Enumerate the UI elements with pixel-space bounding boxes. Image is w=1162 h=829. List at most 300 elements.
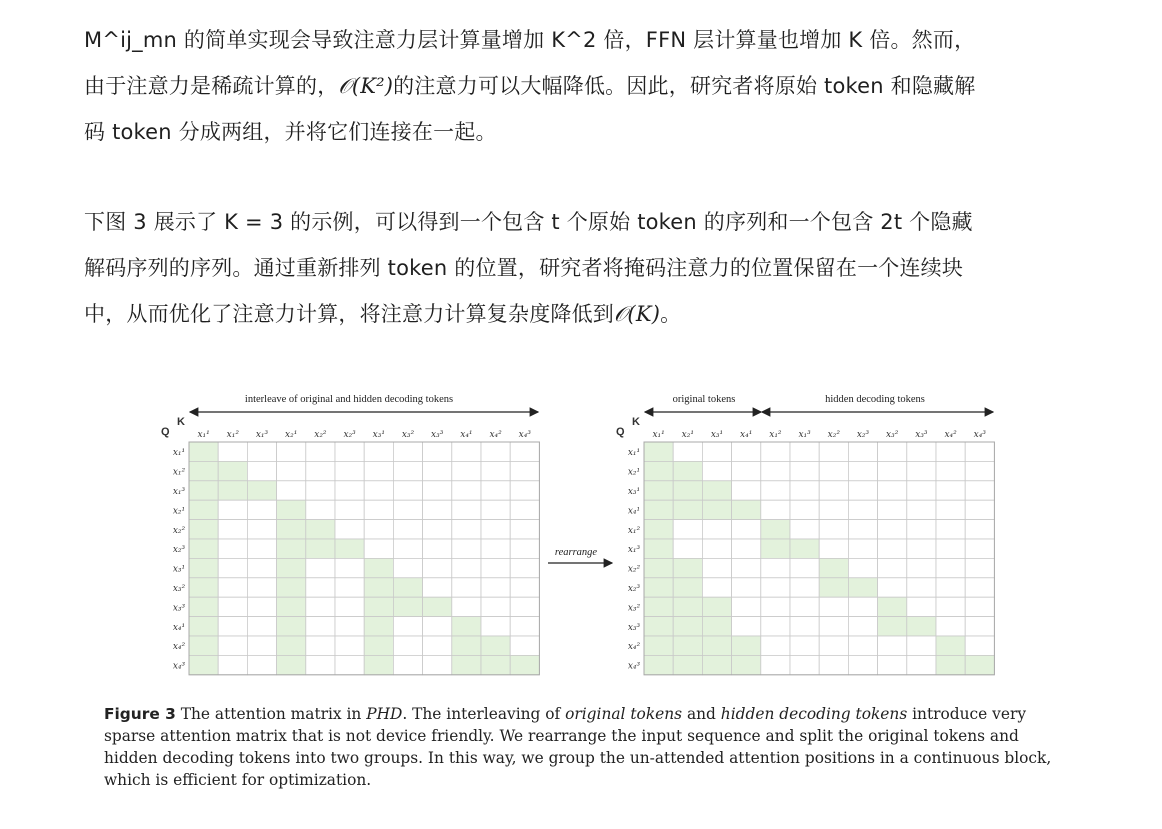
right-matrix-key-token-label: x₂³ bbox=[856, 430, 870, 440]
right-matrix-cell bbox=[965, 578, 994, 597]
right-matrix-cell bbox=[644, 617, 673, 636]
right-matrix-cell bbox=[644, 481, 673, 500]
hidden-tokens-title: hidden decoding tokens bbox=[825, 394, 925, 405]
left-matrix-cell bbox=[423, 461, 452, 480]
left-matrix-cell bbox=[189, 520, 218, 539]
right-matrix-cell bbox=[907, 597, 936, 616]
left-matrix-key-token-label: x₁³ bbox=[255, 430, 269, 440]
right-matrix-cell bbox=[790, 558, 819, 577]
left-matrix-cell bbox=[218, 520, 247, 539]
left-matrix-cell bbox=[277, 558, 306, 577]
left-matrix-cell bbox=[423, 558, 452, 577]
right-matrix-key-token-label: x₃³ bbox=[915, 430, 928, 440]
right-matrix-cell bbox=[936, 500, 965, 519]
right-matrix-cell bbox=[790, 597, 819, 616]
left-matrix-key-token-label: x₂¹ bbox=[285, 430, 298, 440]
left-matrix-cell bbox=[423, 539, 452, 558]
left-matrix-query-token-label: x₃¹ bbox=[172, 564, 186, 575]
right-matrix-cell bbox=[790, 655, 819, 674]
right-matrix-cell bbox=[761, 578, 790, 597]
left-matrix-cell bbox=[452, 539, 481, 558]
left-matrix-cell bbox=[393, 539, 422, 558]
left-matrix-query-token-label: x₂³ bbox=[172, 545, 186, 556]
left-matrix-cell bbox=[218, 597, 247, 616]
right-matrix-key-token-label: x₄¹ bbox=[740, 430, 753, 440]
right-matrix-cell bbox=[673, 636, 702, 655]
right-matrix-cell bbox=[644, 597, 673, 616]
right-matrix-cell bbox=[644, 539, 673, 558]
left-matrix-cell bbox=[510, 617, 539, 636]
right-matrix-cell bbox=[761, 636, 790, 655]
right-matrix-cell bbox=[702, 481, 731, 500]
caption-phd: PHD bbox=[366, 705, 403, 723]
right-matrix-key-token-label: x₁² bbox=[769, 430, 782, 440]
attention-matrix-figure bbox=[150, 385, 1010, 685]
right-matrix-cell bbox=[644, 442, 673, 461]
left-matrix-query-token-label: x₄¹ bbox=[172, 622, 186, 633]
right-matrix-cell bbox=[848, 655, 877, 674]
left-matrix-cell bbox=[277, 597, 306, 616]
right-matrix-cell bbox=[644, 461, 673, 480]
right-matrix-k-label: K bbox=[632, 416, 640, 428]
right-matrix-cell bbox=[936, 636, 965, 655]
left-matrix-cell bbox=[247, 539, 276, 558]
left-matrix-cell bbox=[247, 442, 276, 461]
right-matrix-cell bbox=[702, 655, 731, 674]
right-matrix-cell bbox=[907, 578, 936, 597]
left-matrix-cell bbox=[277, 636, 306, 655]
right-matrix-cell bbox=[907, 558, 936, 577]
right-matrix-cell bbox=[732, 655, 761, 674]
right-matrix-cell bbox=[732, 558, 761, 577]
right-matrix-cell bbox=[732, 520, 761, 539]
right-matrix-cell bbox=[848, 461, 877, 480]
left-matrix-query-token-label: x₁¹ bbox=[172, 448, 186, 459]
left-matrix-cell bbox=[335, 617, 364, 636]
right-matrix-cell bbox=[790, 520, 819, 539]
left-matrix-cell bbox=[306, 481, 335, 500]
left-matrix-cell bbox=[452, 617, 481, 636]
left-matrix-cell bbox=[393, 597, 422, 616]
right-matrix-cell bbox=[644, 578, 673, 597]
left-matrix-cell bbox=[510, 539, 539, 558]
right-matrix-key-token-label: x₃¹ bbox=[710, 430, 724, 440]
left-matrix-cell bbox=[510, 520, 539, 539]
left-matrix-cell bbox=[423, 500, 452, 519]
left-matrix-cell bbox=[306, 558, 335, 577]
right-matrix-query-token-label: x₁² bbox=[627, 525, 641, 536]
right-matrix-cell bbox=[878, 636, 907, 655]
left-matrix-cell bbox=[481, 442, 510, 461]
left-matrix-cell bbox=[510, 461, 539, 480]
paragraph-2-line-3 bbox=[84, 291, 1084, 337]
paragraph-2-line-2: 解码序列的序列。通过重新排列 token 的位置，研究者将掩码注意力的位置保留在一个连续块 bbox=[84, 256, 964, 280]
left-matrix-cell bbox=[452, 520, 481, 539]
left-matrix-cell bbox=[364, 500, 393, 519]
right-matrix-cell bbox=[819, 461, 848, 480]
left-matrix-cell bbox=[393, 636, 422, 655]
left-matrix-cell bbox=[510, 442, 539, 461]
left-matrix-query-token-label: x₂² bbox=[172, 525, 186, 536]
left-matrix-cell bbox=[247, 655, 276, 674]
left-matrix-cell bbox=[218, 655, 247, 674]
right-matrix-cell bbox=[878, 578, 907, 597]
left-matrix-cell bbox=[277, 500, 306, 519]
left-matrix-cell bbox=[247, 597, 276, 616]
left-matrix-cell bbox=[277, 461, 306, 480]
right-matrix-query-token-label: x₁¹ bbox=[627, 448, 641, 459]
right-matrix-cell bbox=[819, 481, 848, 500]
right-matrix-query-token-label: x₂² bbox=[627, 564, 641, 575]
left-matrix-q-label: Q bbox=[161, 426, 170, 438]
left-matrix-cell bbox=[393, 481, 422, 500]
right-matrix-cell bbox=[965, 597, 994, 616]
right-matrix-cell bbox=[819, 442, 848, 461]
left-matrix-cell bbox=[335, 461, 364, 480]
right-matrix-cell bbox=[790, 461, 819, 480]
right-matrix-query-token-label: x₄¹ bbox=[627, 506, 641, 517]
left-matrix-cell bbox=[364, 578, 393, 597]
left-matrix-cell bbox=[510, 500, 539, 519]
right-matrix-cell bbox=[965, 617, 994, 636]
right-matrix-cell bbox=[907, 500, 936, 519]
right-matrix-cell bbox=[644, 500, 673, 519]
left-matrix-cell bbox=[452, 558, 481, 577]
paragraph-1-line-2-end: 的注意力可以大幅降低。因此，研究者将原始 token 和隐藏解 bbox=[393, 74, 976, 98]
left-matrix-cell bbox=[364, 539, 393, 558]
right-matrix-cell bbox=[761, 461, 790, 480]
right-matrix-query-token-label: x₂³ bbox=[627, 584, 641, 594]
left-matrix-cell bbox=[218, 481, 247, 500]
right-matrix-cell bbox=[936, 461, 965, 480]
left-matrix-cell bbox=[335, 481, 364, 500]
right-matrix-cell bbox=[673, 442, 702, 461]
right-matrix-cell bbox=[673, 597, 702, 616]
right-matrix-cell bbox=[673, 539, 702, 558]
left-matrix-cell bbox=[277, 481, 306, 500]
right-matrix-query-token-label: x₁³ bbox=[627, 545, 641, 556]
left-matrix-cell bbox=[335, 655, 364, 674]
right-matrix-cell bbox=[673, 520, 702, 539]
paragraph-2-line-3-start: 中，从而优化了注意力计算，将注意力计算复杂度降低到 bbox=[84, 302, 614, 326]
left-matrix-cell bbox=[364, 442, 393, 461]
paragraph-2-line-1: 下图 3 展示了 K = 3 的示例，可以得到一个包含 t 个原始 token 的序列和一个包含 2t 个隐藏 bbox=[84, 210, 973, 234]
right-matrix-cell bbox=[673, 461, 702, 480]
left-matrix-k-label: K bbox=[177, 416, 185, 428]
right-matrix-cell bbox=[848, 617, 877, 636]
left-matrix-cell bbox=[481, 578, 510, 597]
right-matrix-query-token-label: x₄³ bbox=[627, 661, 641, 672]
left-matrix-cell bbox=[423, 442, 452, 461]
right-matrix-key-token-label: x₄³ bbox=[973, 430, 986, 440]
right-matrix-cell bbox=[761, 539, 790, 558]
left-matrix-cell bbox=[247, 636, 276, 655]
right-matrix-key-token-label: x₃² bbox=[886, 430, 899, 440]
paragraph-1-line-2-start: 由于注意力是稀疏计算的， bbox=[84, 74, 339, 98]
left-matrix-cell bbox=[510, 636, 539, 655]
right-matrix-query-token-label: x₄² bbox=[627, 642, 641, 653]
right-matrix-cell bbox=[790, 442, 819, 461]
left-matrix-cell bbox=[306, 636, 335, 655]
original-tokens-title: original tokens bbox=[672, 394, 736, 405]
right-matrix-cell bbox=[644, 655, 673, 674]
right-matrix-cell bbox=[702, 636, 731, 655]
right-matrix-cell bbox=[761, 442, 790, 461]
right-matrix-cell bbox=[907, 539, 936, 558]
right-matrix-cell bbox=[673, 655, 702, 674]
left-matrix-cell bbox=[189, 617, 218, 636]
left-matrix-cell bbox=[335, 558, 364, 577]
left-matrix-key-token-label: x₃² bbox=[401, 430, 415, 440]
rearranged-attention-matrix bbox=[616, 416, 994, 675]
right-matrix-cell bbox=[907, 655, 936, 674]
right-matrix-cell bbox=[819, 500, 848, 519]
caption-text-3: and bbox=[682, 705, 721, 723]
right-matrix-cell bbox=[644, 520, 673, 539]
left-matrix-cell bbox=[364, 461, 393, 480]
right-matrix-cell bbox=[819, 539, 848, 558]
right-matrix-cell bbox=[761, 597, 790, 616]
right-matrix-cell bbox=[732, 500, 761, 519]
left-matrix-cell bbox=[452, 655, 481, 674]
left-matrix-cell bbox=[364, 481, 393, 500]
right-matrix-key-token-label: x₁¹ bbox=[652, 430, 665, 440]
paragraph-2-line-3-end: 。 bbox=[660, 302, 682, 326]
left-matrix-cell bbox=[393, 558, 422, 577]
right-matrix-cell bbox=[732, 636, 761, 655]
interleaved-attention-matrix bbox=[161, 416, 539, 675]
rearrange-label: rearrange bbox=[554, 547, 598, 558]
left-matrix-cell bbox=[189, 461, 218, 480]
left-matrix-cell bbox=[247, 558, 276, 577]
right-matrix-cell bbox=[965, 500, 994, 519]
figure-label: Figure 3 bbox=[104, 705, 176, 723]
left-matrix-cell bbox=[481, 597, 510, 616]
left-matrix-cell bbox=[393, 500, 422, 519]
right-matrix-cell bbox=[702, 500, 731, 519]
right-matrix-cell bbox=[819, 578, 848, 597]
right-matrix-cell bbox=[848, 539, 877, 558]
left-matrix-cell bbox=[306, 539, 335, 558]
right-matrix-cell bbox=[819, 597, 848, 616]
right-matrix-key-token-label: x₄² bbox=[944, 430, 957, 440]
caption-text-2: . The interleaving of bbox=[402, 705, 566, 723]
right-matrix-cell bbox=[819, 655, 848, 674]
right-matrix-cell bbox=[907, 481, 936, 500]
left-matrix-cell bbox=[481, 461, 510, 480]
right-matrix-key-token-label: x₁³ bbox=[798, 430, 811, 440]
right-matrix-query-token-label: x₃² bbox=[627, 603, 641, 614]
left-matrix-cell bbox=[247, 520, 276, 539]
left-matrix-query-token-label: x₃² bbox=[172, 584, 186, 594]
right-matrix-cell bbox=[878, 500, 907, 519]
left-matrix-cell bbox=[364, 636, 393, 655]
right-matrix-cell bbox=[848, 636, 877, 655]
left-matrix-cell bbox=[393, 520, 422, 539]
right-matrix-cell bbox=[732, 578, 761, 597]
right-matrix-cell bbox=[907, 461, 936, 480]
left-matrix-cell bbox=[510, 655, 539, 674]
right-matrix-cell bbox=[761, 655, 790, 674]
left-matrix-key-token-label: x₃³ bbox=[431, 430, 444, 440]
paragraph-2 bbox=[84, 199, 1084, 337]
left-matrix-key-token-label: x₁² bbox=[226, 430, 239, 440]
left-matrix-key-token-label: x₄¹ bbox=[460, 430, 473, 440]
left-matrix-cell bbox=[510, 481, 539, 500]
right-matrix-cell bbox=[790, 617, 819, 636]
left-matrix-cell bbox=[510, 597, 539, 616]
left-matrix-cell bbox=[423, 636, 452, 655]
right-matrix-cell bbox=[965, 442, 994, 461]
left-matrix-cell bbox=[189, 442, 218, 461]
left-matrix-key-token-label: x₃¹ bbox=[372, 430, 385, 440]
right-matrix-cell bbox=[732, 617, 761, 636]
right-matrix-cell bbox=[936, 617, 965, 636]
left-matrix-query-token-label: x₃³ bbox=[172, 603, 186, 614]
left-matrix-cell bbox=[423, 578, 452, 597]
left-matrix-cell bbox=[247, 461, 276, 480]
left-matrix-cell bbox=[452, 461, 481, 480]
left-matrix-cell bbox=[335, 442, 364, 461]
left-matrix-cell bbox=[481, 481, 510, 500]
left-matrix-cell bbox=[218, 539, 247, 558]
left-matrix-cell bbox=[393, 442, 422, 461]
right-matrix-cell bbox=[848, 500, 877, 519]
left-matrix-query-token-label: x₁³ bbox=[172, 487, 186, 497]
right-matrix-cell bbox=[732, 539, 761, 558]
left-matrix-cell bbox=[306, 617, 335, 636]
right-matrix-cell bbox=[732, 461, 761, 480]
right-matrix-cell bbox=[732, 481, 761, 500]
right-matrix-cell bbox=[790, 539, 819, 558]
figure-caption bbox=[104, 703, 1064, 791]
left-matrix-cell bbox=[510, 558, 539, 577]
left-matrix-cell bbox=[306, 461, 335, 480]
right-matrix-cell bbox=[907, 636, 936, 655]
left-matrix-cell bbox=[218, 442, 247, 461]
left-matrix-cell bbox=[247, 617, 276, 636]
caption-text-1: The attention matrix in bbox=[175, 705, 367, 723]
paragraph-1-line-2 bbox=[84, 63, 1084, 109]
left-matrix-cell bbox=[306, 655, 335, 674]
right-matrix-cell bbox=[673, 617, 702, 636]
left-matrix-cell bbox=[189, 636, 218, 655]
left-matrix-cell bbox=[189, 597, 218, 616]
left-matrix-cell bbox=[189, 655, 218, 674]
left-matrix-cell bbox=[452, 442, 481, 461]
right-matrix-cell bbox=[761, 500, 790, 519]
left-matrix-key-token-label: x₁¹ bbox=[197, 430, 210, 440]
right-matrix-cell bbox=[702, 539, 731, 558]
paragraph-1-line-1: M^ij_mn 的简单实现会导致注意力层计算量增加 K^2 倍，FFN 层计算量也增加 K 倍。然而， bbox=[84, 28, 976, 52]
right-matrix-cell bbox=[702, 442, 731, 461]
right-matrix-cell bbox=[848, 558, 877, 577]
left-matrix-query-token-label: x₄² bbox=[172, 642, 186, 653]
right-matrix-cell bbox=[878, 539, 907, 558]
left-matrix-cell bbox=[393, 461, 422, 480]
left-matrix-cell bbox=[452, 481, 481, 500]
right-matrix-cell bbox=[936, 558, 965, 577]
left-matrix-cell bbox=[335, 500, 364, 519]
right-matrix-cell bbox=[936, 481, 965, 500]
right-matrix-cell bbox=[965, 558, 994, 577]
right-matrix-cell bbox=[819, 558, 848, 577]
right-matrix-cell bbox=[965, 461, 994, 480]
right-matrix-cell bbox=[790, 481, 819, 500]
right-matrix-cell bbox=[790, 636, 819, 655]
left-matrix-cell bbox=[481, 558, 510, 577]
right-matrix-cell bbox=[702, 558, 731, 577]
right-matrix-cell bbox=[878, 617, 907, 636]
right-matrix-key-token-label: x₂¹ bbox=[681, 430, 694, 440]
right-matrix-cell bbox=[702, 520, 731, 539]
left-matrix-cell bbox=[306, 578, 335, 597]
right-matrix-query-token-label: x₃³ bbox=[627, 622, 641, 633]
right-matrix-cell bbox=[848, 481, 877, 500]
left-matrix-cell bbox=[218, 636, 247, 655]
left-matrix-cell bbox=[247, 500, 276, 519]
right-matrix-cell bbox=[965, 636, 994, 655]
right-matrix-cell bbox=[702, 578, 731, 597]
right-matrix-cell bbox=[761, 617, 790, 636]
left-matrix-key-token-label: x₄³ bbox=[518, 430, 531, 440]
left-matrix-cell bbox=[247, 578, 276, 597]
right-matrix-query-token-label: x₂¹ bbox=[627, 467, 641, 478]
left-matrix-cell bbox=[277, 617, 306, 636]
right-matrix-cell bbox=[819, 617, 848, 636]
left-matrix-cell bbox=[364, 655, 393, 674]
paragraph-1 bbox=[84, 17, 1084, 155]
right-matrix-cell bbox=[878, 461, 907, 480]
left-matrix-cell bbox=[364, 520, 393, 539]
left-matrix-cell bbox=[423, 520, 452, 539]
left-matrix-cell bbox=[306, 500, 335, 519]
right-matrix-cell bbox=[965, 481, 994, 500]
left-matrix-cell bbox=[335, 539, 364, 558]
left-matrix-cell bbox=[335, 520, 364, 539]
paragraph-1-line-3: 码 token 分成两组，并将它们连接在一起。 bbox=[84, 120, 497, 144]
right-matrix-cell bbox=[936, 597, 965, 616]
left-matrix-query-token-label: x₁² bbox=[172, 467, 186, 478]
right-matrix-cell bbox=[702, 617, 731, 636]
right-matrix-cell bbox=[936, 578, 965, 597]
right-matrix-cell bbox=[673, 578, 702, 597]
left-matrix-cell bbox=[510, 578, 539, 597]
left-matrix-key-token-label: x₂² bbox=[314, 430, 327, 440]
left-matrix-cell bbox=[481, 520, 510, 539]
right-matrix-cell bbox=[732, 597, 761, 616]
left-matrix-cell bbox=[481, 539, 510, 558]
right-matrix-cell bbox=[761, 558, 790, 577]
left-matrix-cell bbox=[393, 655, 422, 674]
right-matrix-cell bbox=[878, 597, 907, 616]
left-matrix-cell bbox=[423, 597, 452, 616]
right-matrix-cell bbox=[702, 597, 731, 616]
left-matrix-cell bbox=[481, 636, 510, 655]
left-matrix-cell bbox=[277, 655, 306, 674]
left-matrix-cell bbox=[218, 461, 247, 480]
left-matrix-cell bbox=[218, 578, 247, 597]
right-matrix-cell bbox=[761, 481, 790, 500]
right-matrix-cell bbox=[878, 558, 907, 577]
left-matrix-cell bbox=[452, 578, 481, 597]
left-matrix-cell bbox=[481, 500, 510, 519]
left-matrix-cell bbox=[423, 481, 452, 500]
left-matrix-cell bbox=[189, 578, 218, 597]
left-matrix-cell bbox=[393, 578, 422, 597]
left-matrix-cell bbox=[277, 578, 306, 597]
caption-text-4: introduce very sparse attention matrix that is not device friendly. We rearrange the input sequence and split the original tokens and hidden decoding tokens into two groups. In this way, we group the un-attended attention positions in a continuous block, which is efficient for optimization. bbox=[104, 705, 1052, 789]
